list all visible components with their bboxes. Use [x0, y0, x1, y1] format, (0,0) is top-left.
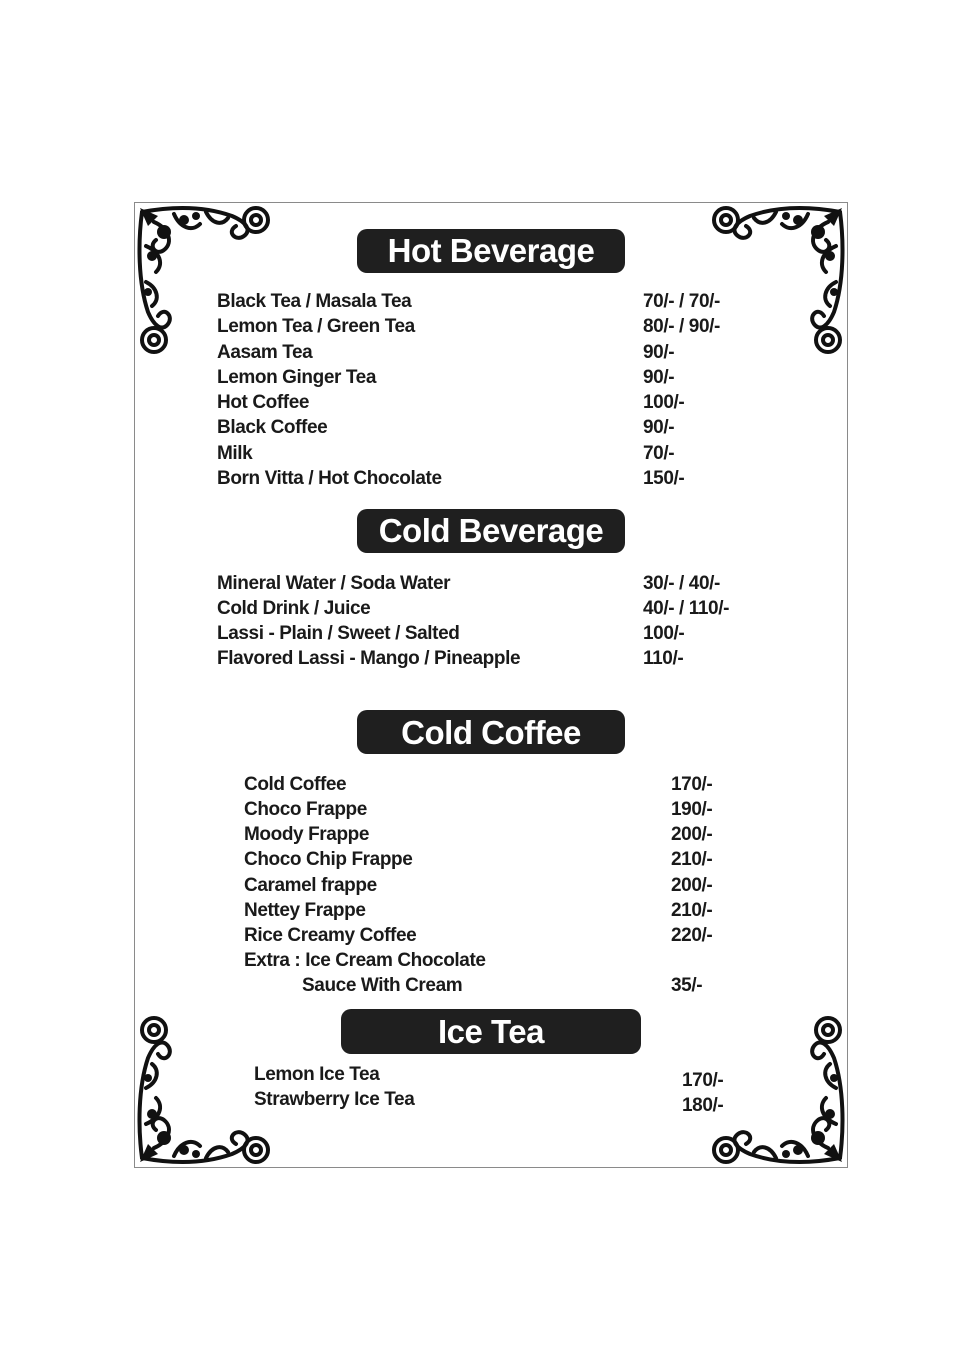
item-name: Milk	[217, 443, 253, 464]
item-name: Cold Drink / Juice	[217, 598, 371, 619]
item-price: 70/- / 70/-	[643, 291, 720, 312]
item-price: 90/-	[643, 367, 675, 388]
item-price: 200/-	[671, 824, 713, 845]
item-name: Extra : Ice Cream Chocolate	[244, 950, 486, 971]
item-name: Choco Frappe	[244, 799, 367, 820]
item-name: Rice Creamy Coffee	[244, 925, 417, 946]
item-price: 220/-	[671, 925, 713, 946]
item-name: Nettey Frappe	[244, 900, 366, 921]
item-price: 110/-	[643, 648, 684, 669]
flourish-corner-icon	[703, 202, 848, 362]
item-name: Lemon Ice Tea	[254, 1064, 380, 1085]
item-price: 70/-	[643, 443, 675, 464]
item-price: 150/-	[643, 468, 685, 489]
item-name: Sauce With Cream	[302, 975, 463, 996]
item-price: 210/-	[671, 900, 713, 921]
item-name: Hot Coffee	[217, 392, 310, 413]
item-name: Choco Chip Frappe	[244, 849, 413, 870]
item-name: Cold Coffee	[244, 774, 347, 795]
flourish-corner-icon	[703, 1008, 848, 1168]
item-name: Black Coffee	[217, 417, 328, 438]
item-name: Strawberry Ice Tea	[254, 1089, 415, 1110]
item-price: 200/-	[671, 875, 713, 896]
section-heading-cold-beverage: Cold Beverage	[357, 509, 625, 553]
item-price: 40/- / 110/-	[643, 598, 730, 619]
item-name: Black Tea / Masala Tea	[217, 291, 412, 312]
item-price: 80/- / 90/-	[643, 316, 720, 337]
item-name: Flavored Lassi - Mango / Pineapple	[217, 648, 521, 669]
item-price: 100/-	[643, 392, 685, 413]
section-heading-cold-coffee: Cold Coffee	[357, 710, 625, 754]
item-price: 190/-	[671, 799, 713, 820]
item-price: 30/- / 40/-	[643, 573, 720, 594]
item-price: 180/-	[682, 1095, 724, 1116]
item-price: 35/-	[671, 975, 703, 996]
item-price: 90/-	[643, 417, 675, 438]
item-name: Lassi - Plain / Sweet / Salted	[217, 623, 460, 644]
section-heading-ice-tea: Ice Tea	[341, 1009, 641, 1054]
item-name: Aasam Tea	[217, 342, 313, 363]
item-price: 210/-	[671, 849, 713, 870]
item-name: Born Vitta / Hot Chocolate	[217, 468, 442, 489]
section-heading-hot-beverage: Hot Beverage	[357, 229, 625, 273]
item-price: 170/-	[671, 774, 713, 795]
item-price: 170/-	[682, 1070, 724, 1091]
item-name: Mineral Water / Soda Water	[217, 573, 451, 594]
item-price: 90/-	[643, 342, 675, 363]
item-name: Lemon Ginger Tea	[217, 367, 376, 388]
item-name: Moody Frappe	[244, 824, 370, 845]
item-price: 100/-	[643, 623, 685, 644]
item-name: Lemon Tea / Green Tea	[217, 316, 415, 337]
item-name: Caramel frappe	[244, 875, 377, 896]
